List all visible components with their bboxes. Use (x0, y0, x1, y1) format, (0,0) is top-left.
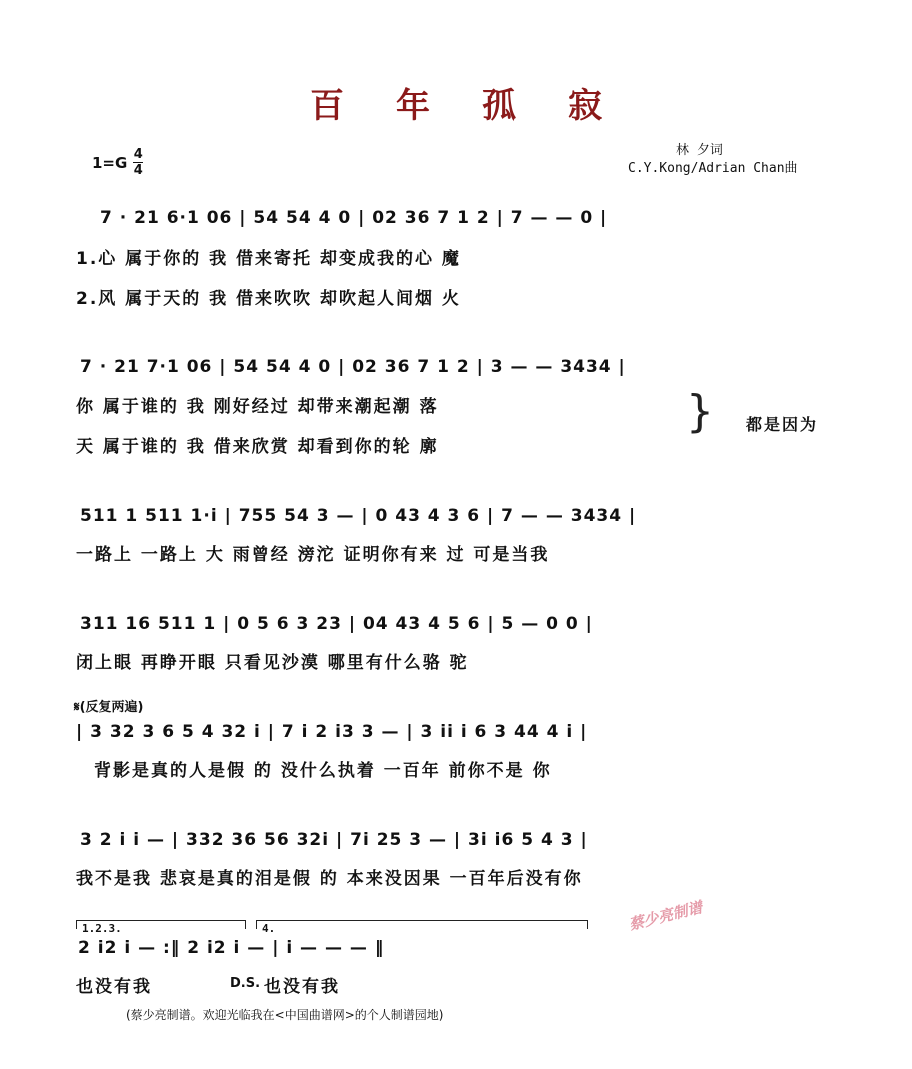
lyric-brace: } (686, 386, 714, 437)
footer-note: (蔡少亮制谱。欢迎光临我在<中国曲谱网>的个人制谱园地) (126, 1008, 444, 1022)
page-title: 百年孤寂 (310, 86, 654, 126)
credits (628, 142, 798, 178)
notation-row-1: 7 · 21 6·1 06 | 54 54 4 0 | 02 36 7 1 2 | 7 — — 0 | (100, 208, 608, 228)
segno-repeat-label: 𝄋(反复两遍) (74, 700, 144, 715)
lyrics-row-2-verse-1: 你 属于谁的 我 刚好经过 却带来潮起潮 落 (76, 397, 439, 417)
lyrics-row-1-verse-2: 2.风 属于天的 我 借来吹吹 却吹起人间烟 火 (76, 289, 461, 309)
notation-row-6: 3 2 i i — | 332 36 56 32i | 7i 25 3 — | 3i i6 5 4 3 | (80, 830, 588, 850)
side-lyric: 都是因为 (746, 415, 819, 434)
notation-row-4: 311 16 511 1 | 0 5 6 3 23 | 04 43 4 5 6 | 5 — 0 0 | (80, 614, 593, 634)
lyrics-row-1-verse-1: 1.心 属于你的 我 借来寄托 却变成我的心 魔 (76, 249, 461, 269)
lyrics-row-2-verse-2: 天 属于谁的 我 借来欣赏 却看到你的轮 廓 (76, 437, 439, 457)
volta-label-1: 1.2.3. (82, 922, 122, 935)
key-signature (92, 148, 143, 177)
notation-row-2: 7 · 21 7·1 06 | 54 54 4 0 | 02 36 7 1 2 | 3 — — 3434 | (80, 357, 626, 377)
composer: C.Y.Kong/Adrian Chan曲 (628, 161, 798, 176)
volta-label-2: 4. (262, 922, 276, 935)
lyrics-row-4: 闭上眼 再睁开眼 只看见沙漠 哪里有什么骆 驼 (76, 653, 469, 673)
time-signature: $\frac{4}{4}$ (133, 147, 143, 178)
volta-bracket-2 (256, 920, 588, 929)
lyrics-row-7-ending-1: 也没有我 (76, 977, 152, 997)
lyrics-row-3: 一路上 一路上 大 雨曾经 滂沱 证明你有来 过 可是当我 (76, 545, 550, 565)
lyricist: 林 夕词 (676, 143, 723, 158)
notation-row-3: 511 1 511 1·i | 755 54 3 — | 0 43 4 3 6 | 7 — — 3434 | (80, 506, 637, 526)
notation-row-5: | 3 32 3 6 5 4 32 i | 7 i 2 i3 3 — | 3 ii i 6 3 44 4 i | (76, 722, 588, 742)
watermark: 蔡少亮制谱 (627, 898, 705, 934)
lyrics-row-5: 背影是真的人是假 的 没什么执着 一百年 前你不是 你 (94, 761, 552, 781)
lyrics-row-7-ending-2: 也没有我 (264, 977, 340, 997)
notation-row-7: 2 i2 i — :‖ 2 i2 i — | i — — — ‖ (78, 938, 385, 958)
dal-segno-marker: D.S. (230, 976, 261, 991)
key-label: 1=G (92, 153, 128, 172)
lyrics-row-6: 我不是我 悲哀是真的泪是假 的 本来没因果 一百年后没有你 (76, 869, 583, 889)
